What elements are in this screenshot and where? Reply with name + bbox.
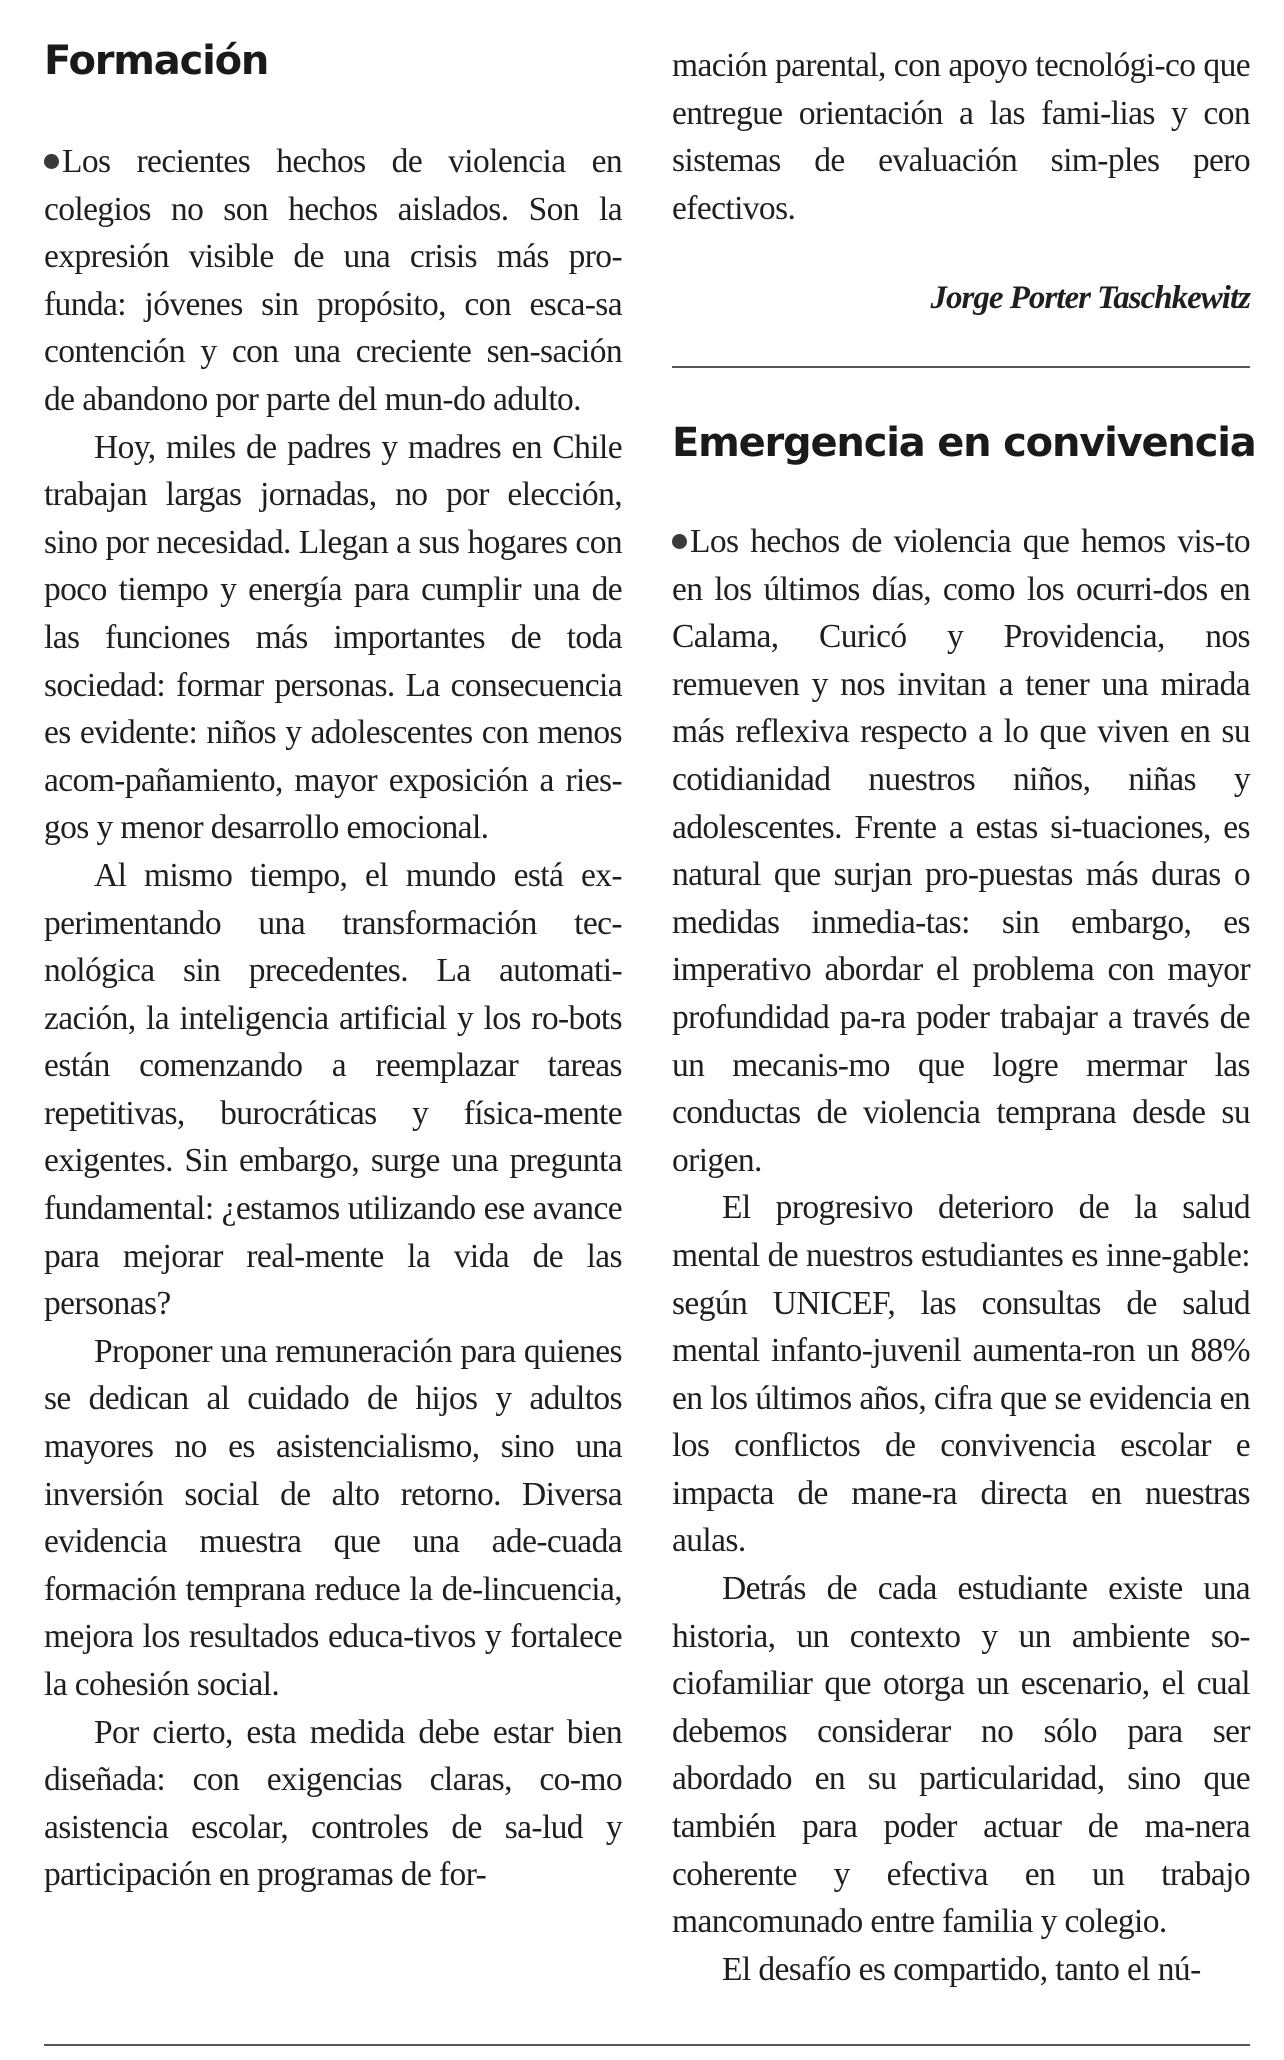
- page-bottom-rule: [44, 2044, 1250, 2046]
- bullet-icon: [44, 154, 59, 169]
- bullet-icon: [672, 534, 687, 549]
- paragraph-4: Proponer una remuneración para quienes se dedican al cuidado de hijos y adultos mayores no es asistencialismo, sino una inversión social de alto retorno. Diversa evidencia muestra que una ade-cuada formación temprana reduce la de-lincuencia, mejora los resultados educa-tivos y fortalece la cohesión social.: [44, 1332, 622, 1703]
- paragraph-3: Detrás de cada estudiante existe una historia, un contexto y un ambiente so-ciofamiliar que otorga un escenario, el cual debemos considerar no sólo para ser abordado en su particularidad, sino que también para poder actuar de ma-nera coherente y efectiva en un trabajo mancomunado entre familia y colegio.: [672, 1570, 1250, 1941]
- paragraph-1: [672, 518, 1250, 1184]
- author-signature: Jorge Porter Taschkewitz: [930, 280, 1250, 316]
- paragraph-5-continued: mación parental, con apoyo tecnológi-co que entregue orientación a las fami-lias y con sistemas de evaluación sim-ples pero efectivos.: [672, 47, 1250, 227]
- paragraph-text: Los recientes hechos de violencia en colegios no son hechos aislados. Son la expresión visible de una crisis más pro-funda: jóvenes sin propósito, con esca-sa contención y con una creciente sen-sación de abandono por parte del mun-do adulto.: [44, 143, 622, 418]
- article-body-formacion: [44, 138, 622, 1899]
- article-body-emergencia: [672, 518, 1250, 1993]
- article-title-formacion: Formación: [44, 38, 269, 84]
- paragraph-5: Por cierto, esta medida debe estar bien diseñada: con exigencias claras, co-mo asistencia escolar, controles de sa-lud y participación en programas de for-: [44, 1713, 622, 1894]
- article-continuation-formacion: [672, 42, 1250, 232]
- paragraph-2: El progresivo deterioro de la salud mental de nuestros estudiantes es inne-gable: según UNICEF, las consultas de salud mental infanto-juvenil aumenta-ron un 88% en los últimos años, cifra que se evidencia en los conflictos de convivencia escolar e impacta de mane-ra directa en nuestras aulas.: [672, 1189, 1251, 1560]
- paragraph-text: Los hechos de violencia que hemos vis-to en los últimos días, como los ocurri-dos en Calama, Curicó y Providencia, nos remueven y nos invitan a tener una mirada más reflexiva respecto a lo que viven en su cotidianidad nuestros niños, niñas y adolescentes. Frente a estas si-tuaciones, es natural que surjan pro-puestas más duras o medidas inmedia-tas: sin embargo, es imperativo abordar el problema con mayor profundidad pa-ra poder trabajar a través de un mecanis-mo que logre mermar las conductas de violencia temprana desde su origen.: [672, 523, 1250, 1179]
- article-divider: [672, 366, 1250, 368]
- article-title-emergencia: Emergencia en convivencia: [672, 420, 1256, 466]
- paragraph-1: [44, 138, 622, 424]
- paragraph-4: El desafío es compartido, tanto el nú-: [722, 1950, 1201, 1988]
- paragraph-3: Al mismo tiempo, el mundo está ex-perimentando una transformación tec-nológica sin precedentes. La automati-zación, la inteligencia artificial y los ro-bots están comenzando a reemplazar tareas repetitivas, burocráticas y física-mente exigentes. Sin embargo, surge una pregunta fundamental: ¿estamos utilizando ese avance para mejorar real-mente la vida de las personas?: [44, 856, 622, 1323]
- paragraph-2: Hoy, miles de padres y madres en Chile trabajan largas jornadas, no por elección, sino por necesidad. Llegan a sus hogares con poco tiempo y energía para cumplir una de las funciones más importantes de toda sociedad: formar personas. La consecuencia es evidente: niños y adolescentes con menos acom-pañamiento, mayor exposición a ries-gos y menor desarrollo emocional.: [44, 428, 622, 847]
